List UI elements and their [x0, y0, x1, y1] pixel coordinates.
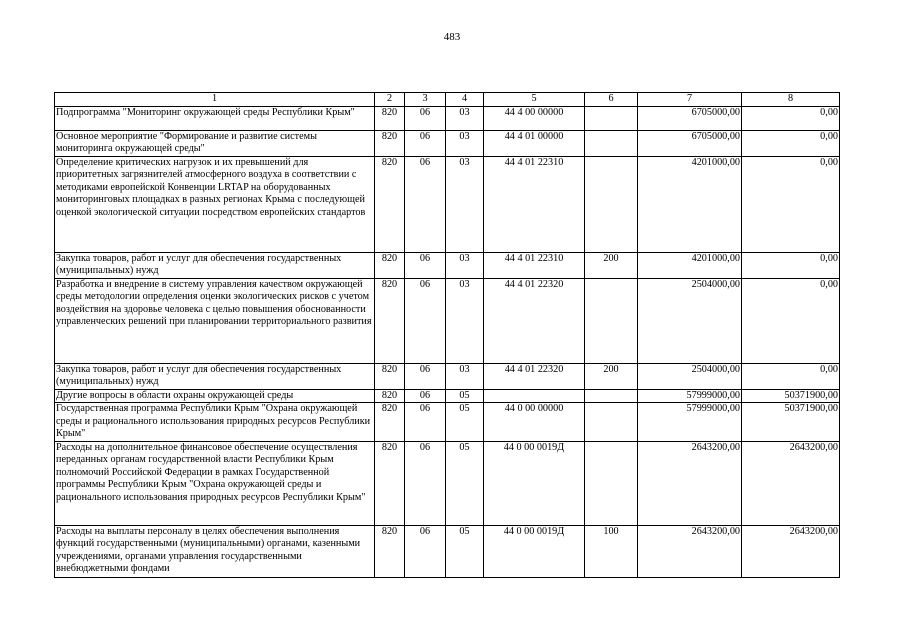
column-header-1: 1 [55, 93, 375, 107]
row-section: 06 [405, 252, 446, 278]
row-target-article: 44 4 01 00000 [484, 130, 585, 156]
row-target-article: 44 0 00 0019Д [484, 525, 585, 577]
table-row [55, 252, 840, 278]
row-amount-2: 0,00 [742, 363, 840, 389]
row-expense-type [585, 130, 638, 156]
column-header-7: 7 [638, 93, 742, 107]
row-target-article: 44 4 00 00000 [484, 106, 585, 130]
row-amount-1: 6705000,00 [638, 130, 742, 156]
page-number: 483 [443, 31, 461, 43]
table-row [55, 441, 840, 525]
row-expense-type: 200 [585, 363, 638, 389]
table-row [55, 363, 840, 389]
row-name: Расходы на выплаты персоналу в целях обеспечения выполнения функций государственными (муниципальными) органами, казенными учреждениями, органами управления государственными внебюджетными фондами [55, 525, 375, 577]
row-grbs: 820 [375, 278, 405, 363]
row-grbs: 820 [375, 252, 405, 278]
row-grbs: 820 [375, 156, 405, 252]
row-subsection: 05 [446, 441, 484, 525]
row-grbs: 820 [375, 130, 405, 156]
row-section: 06 [405, 363, 446, 389]
row-subsection: 03 [446, 130, 484, 156]
row-target-article: 44 4 01 22320 [484, 278, 585, 363]
row-subsection: 03 [446, 252, 484, 278]
row-expense-type [585, 403, 638, 442]
row-expense-type [585, 156, 638, 252]
row-amount-2: 50371900,00 [742, 389, 840, 403]
row-section: 06 [405, 130, 446, 156]
row-amount-2: 2643200,00 [742, 525, 840, 577]
table-row [55, 106, 840, 130]
row-amount-2: 50371900,00 [742, 403, 840, 442]
row-amount-2: 2643200,00 [742, 441, 840, 525]
row-subsection: 03 [446, 106, 484, 130]
row-expense-type: 200 [585, 252, 638, 278]
row-amount-2: 0,00 [742, 130, 840, 156]
row-grbs: 820 [375, 525, 405, 577]
row-amount-1: 2504000,00 [638, 278, 742, 363]
row-grbs: 820 [375, 403, 405, 442]
row-amount-1: 2643200,00 [638, 441, 742, 525]
row-section: 06 [405, 525, 446, 577]
row-subsection: 05 [446, 525, 484, 577]
row-amount-2: 0,00 [742, 252, 840, 278]
row-expense-type [585, 106, 638, 130]
row-amount-1: 57999000,00 [638, 389, 742, 403]
row-amount-1: 4201000,00 [638, 252, 742, 278]
row-grbs: 820 [375, 363, 405, 389]
table-row [55, 156, 840, 252]
row-subsection: 05 [446, 389, 484, 403]
column-header-8: 8 [742, 93, 840, 107]
table-row [55, 278, 840, 363]
row-subsection: 05 [446, 403, 484, 442]
row-amount-2: 0,00 [742, 156, 840, 252]
row-name: Разработка и внедрение в систему управления качеством окружающей среды методологии определения оценки экологических рисков с учетом воздействия на здоровье человека с целью повышения обоснованности управленческих решений при планировании территориального развития [55, 278, 375, 363]
row-name: Определение критических нагрузок и их превышений для приоритетных загрязнителей атмосферного воздуха в соответствии с методиками европейской Конвенции LRTAP на оборудованных мониторинговых площадках в разных регионах Крыма с последующей оценкой экологической ситуации посредством европейских стандартов [55, 156, 375, 252]
column-header-2: 2 [375, 93, 405, 107]
row-name: Закупка товаров, работ и услуг для обеспечения государственных (муниципальных) нужд [55, 252, 375, 278]
row-name: Подпрограмма "Мониторинг окружающей среды Республики Крым" [55, 106, 375, 130]
table-row [55, 403, 840, 442]
row-target-article [484, 389, 585, 403]
row-target-article: 44 0 00 0019Д [484, 441, 585, 525]
table-row [55, 389, 840, 403]
row-amount-1: 6705000,00 [638, 106, 742, 130]
row-section: 06 [405, 156, 446, 252]
row-amount-1: 2504000,00 [638, 363, 742, 389]
row-grbs: 820 [375, 106, 405, 130]
row-grbs: 820 [375, 389, 405, 403]
row-amount-2: 0,00 [742, 106, 840, 130]
row-amount-1: 2643200,00 [638, 525, 742, 577]
budget-table [54, 92, 840, 578]
row-subsection: 03 [446, 278, 484, 363]
row-amount-2: 0,00 [742, 278, 840, 363]
row-expense-type [585, 389, 638, 403]
row-name: Основное мероприятие "Формирование и развитие системы мониторинга окружающей среды" [55, 130, 375, 156]
row-target-article: 44 0 00 00000 [484, 403, 585, 442]
row-section: 06 [405, 403, 446, 442]
column-header-4: 4 [446, 93, 484, 107]
table-row [55, 130, 840, 156]
row-name: Государственная программа Республики Крым "Охрана окружающей среды и рационального использования природных ресурсов Республики Крым" [55, 403, 375, 442]
row-target-article: 44 4 01 22320 [484, 363, 585, 389]
row-section: 06 [405, 441, 446, 525]
row-name: Другие вопросы в области охраны окружающей среды [55, 389, 375, 403]
column-header-6: 6 [585, 93, 638, 107]
row-name: Закупка товаров, работ и услуг для обеспечения государственных (муниципальных) нужд [55, 363, 375, 389]
column-header-5: 5 [484, 93, 585, 107]
row-section: 06 [405, 278, 446, 363]
row-amount-1: 57999000,00 [638, 403, 742, 442]
row-subsection: 03 [446, 363, 484, 389]
column-header-3: 3 [405, 93, 446, 107]
row-target-article: 44 4 01 22310 [484, 252, 585, 278]
row-expense-type: 100 [585, 525, 638, 577]
row-amount-1: 4201000,00 [638, 156, 742, 252]
row-target-article: 44 4 01 22310 [484, 156, 585, 252]
row-expense-type [585, 278, 638, 363]
row-expense-type [585, 441, 638, 525]
row-grbs: 820 [375, 441, 405, 525]
row-subsection: 03 [446, 156, 484, 252]
row-section: 06 [405, 389, 446, 403]
row-name: Расходы на дополнительное финансовое обеспечение осуществления переданных органам государственной власти Республики Крым полномочий Российской Федерации в рамках Государственной программы Республики Крым "Охрана окружающей среды и рационального использования природных ресурсов Республики Крым" [55, 441, 375, 525]
header-row [55, 93, 840, 107]
table-row [55, 525, 840, 577]
row-section: 06 [405, 106, 446, 130]
